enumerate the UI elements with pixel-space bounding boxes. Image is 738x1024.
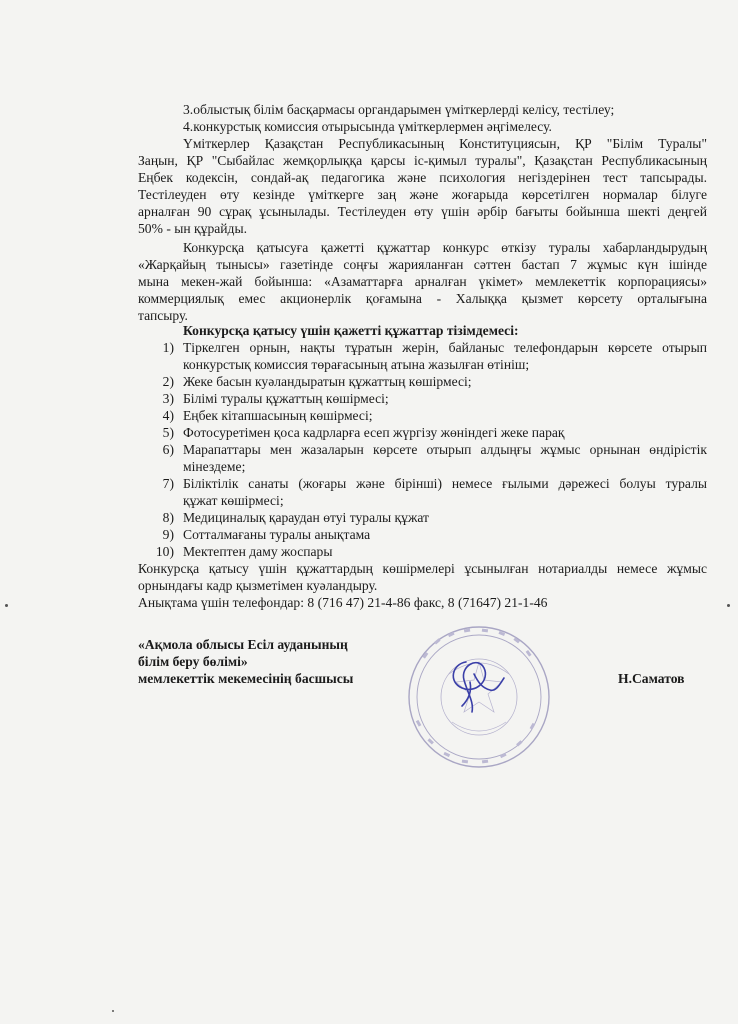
list-item-text: конкурстық комиссия төрағасының атына жазылған өтініш;: [183, 357, 530, 372]
signatory-name: Н.Саматов: [618, 671, 685, 686]
list-item-text: Марапаттары мен жазаларын көрсете отырып алдыңғы жұмыс орнынан өндірістік: [183, 442, 707, 457]
list-item-number: 3): [162, 391, 174, 406]
scan-speck: [727, 604, 730, 607]
list-item-number: 6): [162, 442, 174, 457]
paragraph2-line: мына мекен-жай бойынша: «Азаматтарға арналған үкімет» мемлекеттік корпорациясы»: [138, 274, 707, 289]
list-item-text: Мектептен даму жоспары: [183, 544, 333, 559]
paragraph1-line: 50% - ын құрайды.: [138, 221, 248, 236]
paragraph2-line: коммерциялық емес акционерлік қоғамына - Халыққа қызмет көрсету орталығына: [138, 291, 707, 306]
paragraph1-line: Заңын, ҚР "Сыбайлас жемқорлыққа қарсы іс-қимыл туралы", Қазақстан Республикасының: [138, 153, 707, 168]
step-3-text: 3.облыстық білім басқармасы органдарымен үміткерлерді келісу, тестілеу;: [183, 102, 615, 117]
list-title: Конкурсқа қатысу үшін қажетті құжаттар тізімдемесі:: [183, 323, 519, 338]
list-item-text: Сотталмағаны туралы анықтама: [183, 527, 371, 542]
signature-position: мемлекеттік мекемесінің басшысы: [138, 671, 354, 686]
paragraph3-line: орнындағы кадр қызметімен куәландыру.: [138, 578, 378, 593]
list-item-number: 10): [155, 544, 174, 559]
contact-phones: Анықтама үшін телефондар: 8 (716 47) 21-4-86 факс, 8 (71647) 21-1-46: [138, 595, 548, 610]
list-item-text: Біліктілік санаты (жоғары және бірінші) немесе ғылыми дәрежесі болуы туралы: [183, 476, 707, 491]
list-item-text: Еңбек кітапшасының көшірмесі;: [183, 408, 373, 423]
list-item-text: Медициналық қараудан өтуі туралы құжат: [183, 510, 429, 525]
list-item-number: 1): [162, 340, 174, 355]
list-item-text: құжат көшірмесі;: [183, 493, 284, 508]
paragraph2-line: Конкурсқа қатысуға қажетті құжаттар конкурс өткізу туралы хабарландырудың: [183, 240, 707, 255]
list-item-number: 2): [162, 374, 174, 389]
paragraph2-line: «Жарқайың тынысы» газетінде соңғы жарияланған сәттен бастап 7 жұмыс күн ішінде: [138, 257, 707, 272]
list-item-text: Тіркелген орнын, нақты тұратын жерін, байланыс телефондарын көрсете отырып: [183, 340, 707, 355]
signature-org-line: білім беру бөлімі»: [138, 654, 248, 669]
list-item-text: Фотосуретімен қоса кадрларға есеп жүргізу жөніндегі жеке парақ: [183, 425, 565, 440]
list-item-number: 9): [162, 527, 174, 542]
list-item-number: 5): [162, 425, 174, 440]
list-item-text: мінездеме;: [183, 459, 246, 474]
list-item-number: 4): [162, 408, 174, 423]
paragraph1-line: Еңбек кодексін, сондай-ақ педагогика және психология негіздерінен тест тапсырады.: [138, 170, 707, 185]
scan-speck: [112, 1010, 114, 1012]
official-stamp-seal: [404, 622, 554, 772]
list-item-number: 7): [162, 476, 174, 491]
signature-org-line: «Ақмола облысы Есіл ауданының: [138, 637, 348, 652]
paragraph2-line: тапсыру.: [138, 308, 188, 323]
list-item-text: Жеке басын куәландыратын құжаттың көшірмесі;: [183, 374, 472, 389]
list-item-text: Білімі туралы құжаттың көшірмесі;: [183, 391, 389, 406]
paragraph1-line: Тестілеуден өту кезінде үміткерге заң және жоғарыда көрсетілген нормалар білуге: [138, 187, 707, 202]
paragraph1-line: арналған 90 сұрақ ұсынылады. Тестілеуден өту үшін әрбір бағыты бойынша шекті деңгей: [138, 204, 707, 219]
scan-speck: [5, 604, 8, 607]
paragraph1-line: Үміткерлер Қазақстан Республикасының Конституциясын, ҚР "Білім Туралы": [183, 136, 707, 151]
step-4-text: 4.конкурстық комиссия отырысында үміткерлермен әңгімелесу.: [183, 119, 552, 134]
paragraph3-line: Конкурсқа қатысу үшін құжаттардың көшірмелері ұсынылған нотариалды немесе жұмыс: [138, 561, 707, 576]
list-item-number: 8): [162, 510, 174, 525]
